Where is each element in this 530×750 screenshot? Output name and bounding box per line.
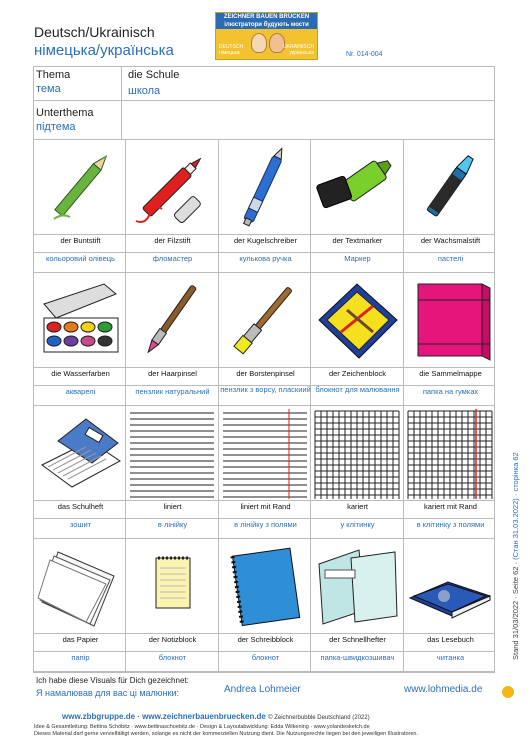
- paper-icon: [34, 540, 127, 631]
- item-label-german: der Kugelschreiber: [234, 236, 297, 245]
- grid-line: [33, 518, 495, 519]
- item-label-ukrainian: папка на гумках: [422, 387, 479, 396]
- thema-label: Thema: [36, 69, 71, 81]
- item-label-german: der Zeichenblock: [328, 369, 387, 378]
- zeichner-bauen-bruecken-logo: ZEICHNER BAUEN BRÜCKEN ілюстратори будують мости DEUTSCH німецька UKRAINISCH українська: [215, 12, 318, 60]
- grid-line: [33, 405, 495, 406]
- title-ukrainian: німецька/українська: [34, 42, 174, 59]
- item-label-ukrainian: кольоровий олівець: [46, 254, 115, 263]
- watercolors-icon: [34, 274, 127, 365]
- unterthema-label: Unterthema: [36, 107, 94, 119]
- grid-line: [33, 234, 495, 235]
- item-label-german: kariert mit Rand: [424, 502, 477, 511]
- yellow-dot-icon: [502, 686, 514, 698]
- unterthema-label-uk: підтема: [36, 121, 76, 133]
- item-label-ukrainian: пензлик з ворсу, пласкиий: [220, 385, 311, 394]
- item-label-ukrainian: в лінійку: [157, 520, 188, 529]
- site-links[interactable]: www.zbbgruppe.de · www.zeichnerbauenbruecken.de © Zeichnerbubble Deutschland (2022): [62, 712, 370, 721]
- grid-line: [33, 500, 495, 501]
- item-label-german: das Lesebuch: [427, 635, 474, 644]
- page-stamp: Stand 31/03/2022 · Seite 62 · (Стан 31.03.2022) · сторінка 62: [511, 452, 520, 660]
- ballpoint-pen-icon: [219, 141, 312, 232]
- item-label-german: der Filzstift: [154, 236, 191, 245]
- item-label-german: die Wasserfarben: [51, 369, 110, 378]
- item-label-german: der Borstenpinsel: [236, 369, 295, 378]
- item-label-ukrainian: папір: [71, 653, 90, 662]
- item-label-german: liniert: [163, 502, 182, 511]
- hair-brush-icon: [126, 274, 219, 365]
- item-label-ukrainian: читанка: [436, 653, 465, 662]
- item-label-ukrainian: фломастер: [152, 254, 193, 263]
- item-label-german: der Schreibblock: [237, 635, 294, 644]
- grid-line: [121, 66, 122, 139]
- item-label-ukrainian: в лінійку з полями: [234, 520, 297, 529]
- credits: Idee & Gesamtleitung: Bettina Schöbitz · www.bettinaschoebitz.de · Design & Layoutabwicklung: Edda Wilkening · www.yolandesketch.de Dieses Material darf gerne vervielfältigt werden, solange es nicht der kommerziellen Nutzung dient. Die Nutzungsrechte liegen bei den jeweiligen Illustratoren.: [34, 724, 418, 737]
- item-label-german: das Papier: [62, 635, 99, 644]
- notepad-icon: [126, 540, 219, 631]
- item-label-ukrainian: папка-швидкозшивач: [320, 653, 395, 662]
- grid-line: [33, 272, 495, 273]
- item-label-ukrainian: блокнот для малювання: [315, 385, 400, 394]
- item-label-german: der Buntstift: [60, 236, 101, 245]
- grid-line: [33, 651, 495, 652]
- title-german: Deutsch/Ukrainisch: [34, 24, 155, 40]
- grid-line: [33, 538, 495, 539]
- item-label-ukrainian: блокнот: [158, 653, 187, 662]
- grid-line: [33, 672, 495, 673]
- item-label-ukrainian: акварелі: [65, 387, 96, 396]
- lined-paper-icon: [126, 407, 219, 498]
- item-label-ukrainian: блокнот: [251, 653, 280, 662]
- item-label-german: der Schnellhefter: [329, 635, 386, 644]
- vocabulary-grid: [33, 66, 495, 672]
- reader-book-icon: [404, 540, 497, 631]
- grid-line: [33, 671, 495, 672]
- highlighter-icon: [311, 141, 404, 232]
- footer-question: Ich habe diese Visuals für Dich gezeichnet:: [36, 676, 189, 685]
- item-label-german: der Haarpinsel: [148, 369, 197, 378]
- grid-paper-icon: [311, 407, 404, 498]
- item-label-ukrainian: у клітинку: [340, 520, 375, 529]
- colored-pencil-icon: [34, 141, 127, 232]
- grid-margin-paper-icon: [404, 407, 497, 498]
- item-label-german: der Wachsmalstift: [420, 236, 481, 245]
- felt-pen-icon: [126, 141, 219, 232]
- item-label-german: liniert mit Rand: [240, 502, 291, 511]
- notebook-icon: [34, 407, 127, 498]
- grid-line: [33, 367, 495, 368]
- item-label-german: die Sammelmappe: [419, 369, 482, 378]
- grid-line: [33, 100, 495, 101]
- item-label-german: das Schulheft: [57, 502, 104, 511]
- writing-pad-icon: [219, 540, 312, 631]
- wax-crayon-icon: [404, 141, 497, 232]
- item-label-german: der Notizblock: [148, 635, 197, 644]
- grid-line: [33, 633, 495, 634]
- grid-line: [33, 252, 495, 253]
- item-label-ukrainian: пастелі: [437, 254, 464, 263]
- bristle-brush-icon: [219, 274, 312, 365]
- illustrator-name: Andrea Lohmeier: [224, 684, 301, 695]
- thema-value: die Schule: [128, 69, 180, 81]
- item-label-ukrainian: зошит: [69, 520, 92, 529]
- grid-line: [33, 139, 495, 140]
- item-label-ukrainian: Маркер: [344, 254, 371, 263]
- item-label-ukrainian: в клітинку з полями: [416, 520, 485, 529]
- footer-answer: Я намалював для вас ці малюнки:: [36, 688, 179, 698]
- binder-icon: [311, 540, 404, 631]
- item-label-ukrainian: пензлик натуральний: [135, 387, 210, 396]
- thema-value-uk: школа: [128, 85, 161, 97]
- grid-line: [33, 66, 495, 67]
- illustrator-link[interactable]: www.lohmedia.de: [404, 684, 483, 695]
- lined-margin-paper-icon: [219, 407, 312, 498]
- item-label-german: der Textmarker: [332, 236, 383, 245]
- document-number: Nr. 014-004: [346, 51, 383, 58]
- item-label-ukrainian: кулькова ручка: [239, 254, 292, 263]
- thema-label-uk: тема: [36, 83, 61, 95]
- folder-icon: [404, 274, 497, 365]
- item-label-german: kariert: [347, 502, 368, 511]
- drawing-pad-icon: [311, 274, 404, 365]
